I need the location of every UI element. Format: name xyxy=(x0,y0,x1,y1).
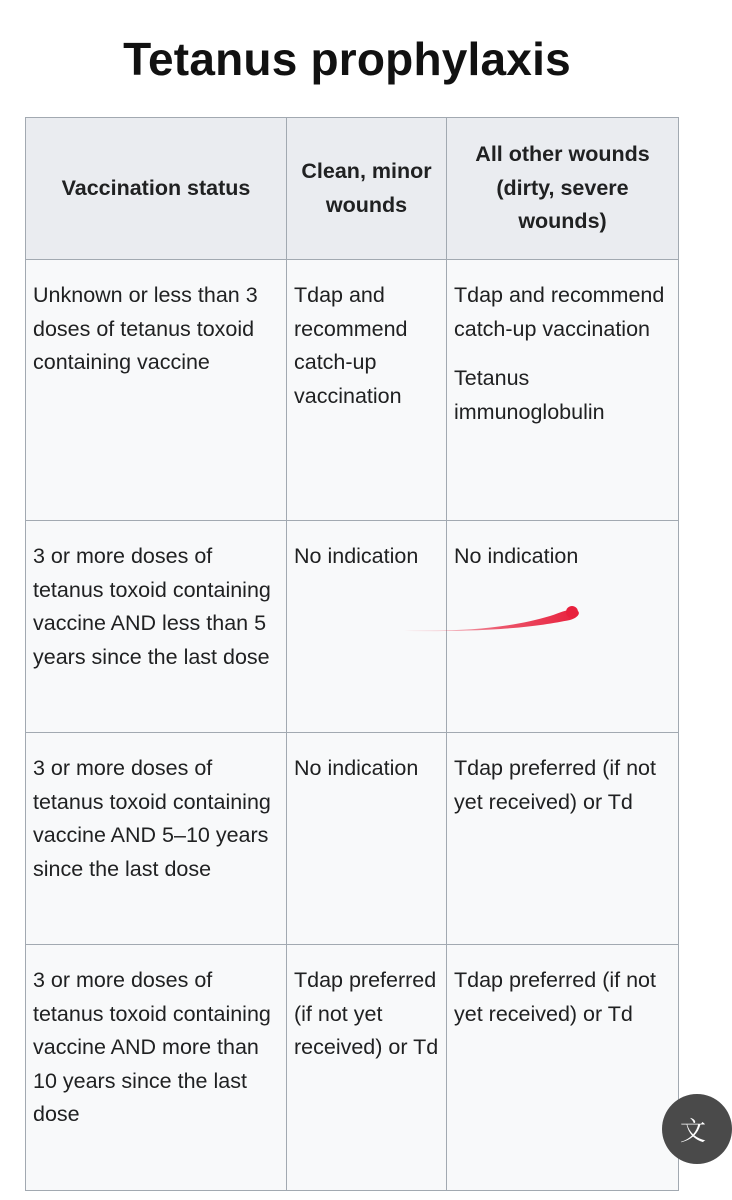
header-clean-minor-wounds: Clean, minor wounds xyxy=(287,118,447,260)
cell-status: 3 or more doses of tetanus toxoid containing vaccine AND more than 10 years since the last dose xyxy=(26,945,287,1191)
translate-icon-glyph: 文 xyxy=(680,1116,707,1147)
page-title: Tetanus prophylaxis xyxy=(123,33,571,85)
table-row xyxy=(26,521,679,733)
header-other-wounds: All other wounds (dirty, severe wounds) xyxy=(447,118,679,260)
header-vaccination-status: Vaccination status xyxy=(26,118,287,260)
table-row xyxy=(26,945,679,1191)
translate-icon[interactable] xyxy=(662,1094,732,1164)
table-row xyxy=(26,733,679,945)
cell-status: 3 or more doses of tetanus toxoid containing vaccine AND less than 5 years since the last dose xyxy=(26,521,287,733)
cell-status: Unknown or less than 3 doses of tetanus toxoid containing vaccine xyxy=(26,260,287,521)
cell-other: Tdap preferred (if not yet received) or Td xyxy=(447,945,679,1191)
cell-other: No indication xyxy=(447,521,679,733)
cell-other-extra: Tetanus immunoglobulin xyxy=(454,366,605,424)
table-header-row xyxy=(26,118,679,260)
cell-other xyxy=(447,260,679,521)
cell-clean: Tdap and recommend catch-up vaccination xyxy=(287,260,447,521)
cell-other-text: Tdap and recommend catch-up vaccination xyxy=(454,283,665,341)
cell-clean: No indication xyxy=(287,733,447,945)
cell-clean: Tdap preferred (if not yet received) or Td xyxy=(287,945,447,1191)
cell-clean: No indication xyxy=(287,521,447,733)
cell-status: 3 or more doses of tetanus toxoid containing vaccine AND 5–10 years since the last dose xyxy=(26,733,287,945)
tetanus-prophylaxis-table xyxy=(25,117,679,1191)
table-row xyxy=(26,260,679,521)
cell-other: Tdap preferred (if not yet received) or Td xyxy=(447,733,679,945)
